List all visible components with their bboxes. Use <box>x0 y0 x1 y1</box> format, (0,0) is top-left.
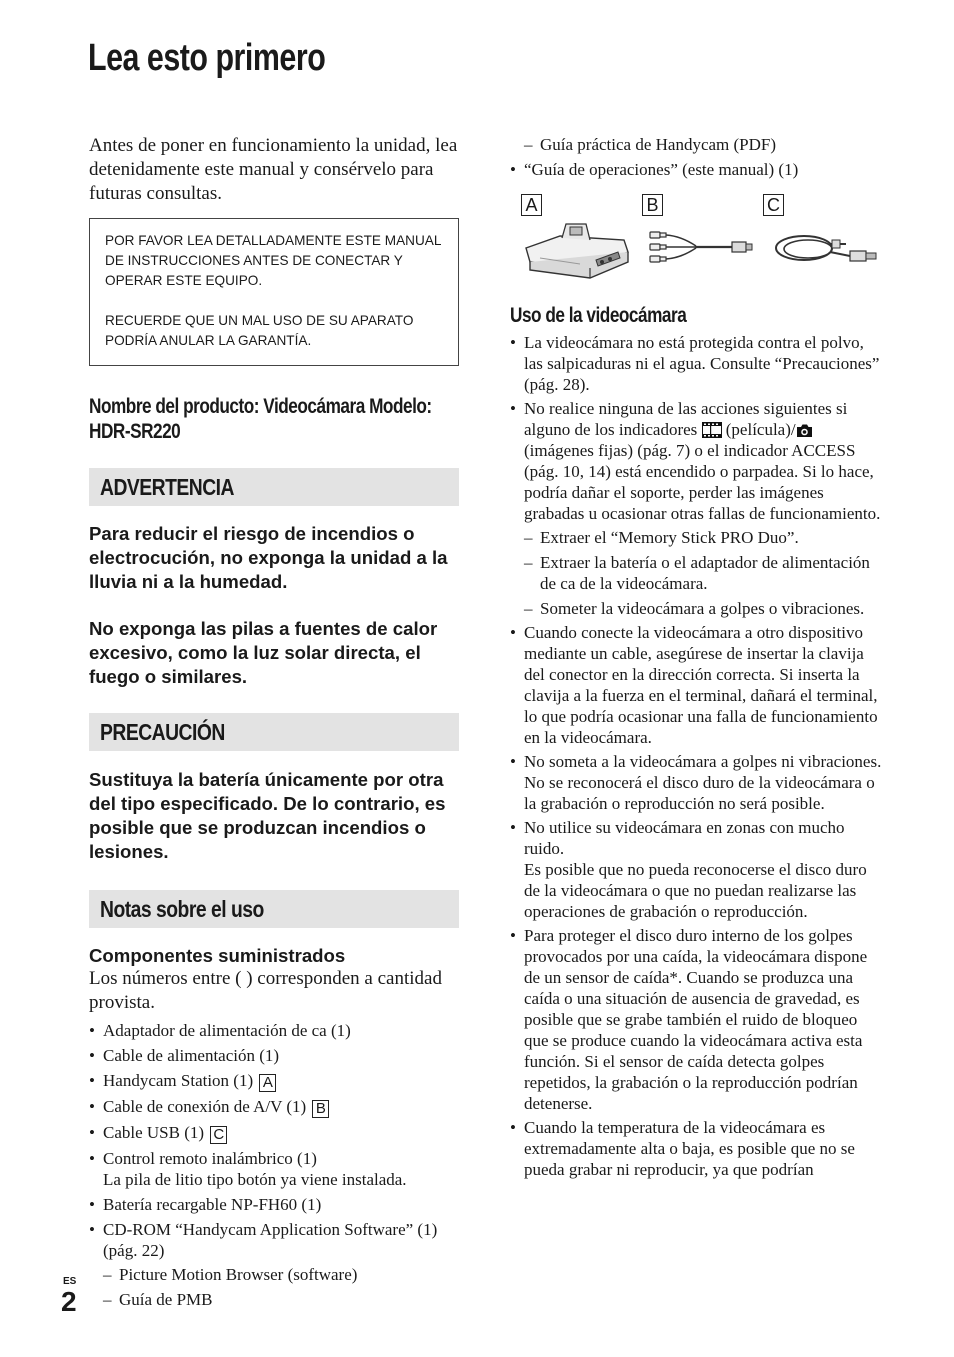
list-item: – Guía de PMB <box>103 1289 459 1310</box>
page-number: 2 <box>61 1286 77 1317</box>
warning-box-text-2: RECUERDE QUE UN MAL USO DE SU APARATO PODRÍA ANULAR LA GARANTÍA. <box>105 313 414 348</box>
b2-sublist <box>524 527 882 619</box>
list-item: • Cable de conexión de A/V (1) B <box>89 1096 459 1118</box>
list-item: • Cable de alimentación (1) <box>89 1045 459 1066</box>
uso-list <box>510 332 882 1180</box>
list-item: • Cuando conecte la videocámara a otro dispositivo mediante un cable, asegúrese de insertar la clavija del conector en la dirección correcta. Si inserta la clavija a la fuerza en el terminal, dañará el terminal, lo que podría ocasionar una falla de funcionamiento en la videocámara. <box>510 622 882 748</box>
page-title: Lea esto primero <box>88 37 326 79</box>
componentes-note: Los números entre ( ) corresponden a cantidad provista. <box>89 968 442 1013</box>
continued-list <box>510 159 882 180</box>
section-heading-advertencia: ADVERTENCIA <box>89 468 459 506</box>
letter-c-box: C <box>210 1126 227 1144</box>
section-heading-notas: Notas sobre el uso <box>89 890 459 928</box>
componentes-block <box>89 945 459 1310</box>
list-item: • CD-ROM “Handycam Application Software” (1) (pág. 22) – Picture Motion Browser (software) – Guía de PMB <box>89 1219 459 1310</box>
continued-sublist <box>524 134 882 155</box>
list-item: • No utilice su videocámara en zonas con mucho ruido. Es posible que no pueda reconocerse el disco duro de la videocámara o que no puedan realizarse las operaciones de grabación o reproducción. <box>510 817 882 922</box>
list-item: – Guía práctica de Handycam (PDF) <box>524 134 882 155</box>
componentes-heading: Componentes suministrados <box>89 945 346 966</box>
list-item: • “Guía de operaciones” (este manual) (1) <box>510 159 882 180</box>
figure-label-b: B <box>642 194 663 216</box>
product-name: Nombre del producto: Videocámara Modelo: HDR-SR220 <box>89 395 432 443</box>
advertencia-text-1: Para reducir el riesgo de incendios o electrocución, no exponga la unidad a la lluvia ni a la humedad. <box>89 523 448 592</box>
handycam-station-icon <box>520 218 632 284</box>
list-item: – Someter la videocámara a golpes o vibraciones. <box>524 598 882 619</box>
list-item: – Picture Motion Browser (software) <box>103 1264 459 1285</box>
right-column <box>510 134 882 1180</box>
accessories-figure <box>510 194 882 286</box>
figure-label-c: C <box>763 194 784 216</box>
list-item: • Cuando la temperatura de la videocámara es extremadamente alta o baja, es posible que no se pueda grabar ni reproducir, ya que podrían <box>510 1117 882 1180</box>
letter-b-box: B <box>312 1100 329 1118</box>
list-item: – Extraer la batería o el adaptador de alimentación de ca de la videocámara. <box>524 552 882 594</box>
list-item: • Batería recargable NP-FH60 (1) <box>89 1194 459 1215</box>
remote-note: La pila de litio tipo botón ya viene instalada. <box>103 1170 407 1189</box>
componentes-list <box>89 1020 459 1310</box>
list-item: • Adaptador de alimentación de ca (1) <box>89 1020 459 1041</box>
advertencia-text-2: No exponga las pilas a fuentes de calor excesivo, como la luz solar directa, el fuego o similares. <box>89 618 438 687</box>
list-item: • Cable USB (1) C <box>89 1122 459 1144</box>
list-item: – Extraer el “Memory Stick PRO Duo”. <box>524 527 882 548</box>
film-icon <box>702 422 722 438</box>
figure-label-a: A <box>521 194 542 216</box>
section-heading-precaucion: PRECAUCIÓN <box>89 713 459 751</box>
cd-sublist <box>103 1264 459 1310</box>
warning-box <box>89 218 459 366</box>
list-item: • No realice ninguna de las acciones siguientes si alguno de los indicadores (película)/ (imágenes fijas) (pág. 7) o el indicador ACCESS (pág. 10, 14) está encendido o parpadea. Si lo hace, podría dañar el soporte, perder las imágenes grabadas u ocasionar otras fallas de funcionamiento. – Extraer el “Memory Stick PRO Duo”. – Extraer la batería o el adaptador de alimentación de ca de la videocámara. – Someter la videocámara a golpes o vibraciones. <box>510 398 882 619</box>
intro-paragraph: Antes de poner en funcionamiento la unidad, lea detenidamente este manual y consérvelo para futuras consultas. <box>89 135 458 204</box>
list-item: • Para proteger el disco duro interno de los golpes provocados por una caída, la videocámara dispone de un sensor de caída*. Cuando se produzca una caída o una situación de ausencia de gravedad, es posible que se grabe también el ruido de bloqueo que se produce cuando la videocámara activa esta función. Si el sensor de caída detecta golpes repetidos, la grabación o la reproducción podrían detenerse. <box>510 925 882 1114</box>
list-item: • No someta a la videocámara a golpes ni vibraciones. No se reconocerá el disco duro de la videocámara o la grabación o reproducción no será posible. <box>510 751 882 814</box>
camera-icon <box>796 423 813 438</box>
list-item: • Handycam Station (1) A <box>89 1070 459 1092</box>
list-item: • Control remoto inalámbrico (1) La pila de litio tipo botón ya viene instalada. <box>89 1148 459 1190</box>
list-item: • La videocámara no está protegida contra el polvo, las salpicaduras ni el agua. Consulte “Precauciones” (pág. 28). <box>510 332 882 395</box>
language-code: ES <box>63 1276 77 1287</box>
precaucion-text: Sustituya la batería únicamente por otra del tipo especificado. De lo contrario, es posible que se produzcan incendios o lesiones. <box>89 769 446 862</box>
letter-a-box: A <box>259 1074 276 1092</box>
uso-heading: Uso de la videocámara <box>510 304 687 327</box>
usb-cable-icon <box>772 220 882 276</box>
av-cable-icon <box>646 224 756 274</box>
warning-box-text-1: POR FAVOR LEA DETALLADAMENTE ESTE MANUAL DE INSTRUCCIONES ANTES DE CONECTAR Y OPERAR ESTE EQUIPO. <box>105 233 441 288</box>
left-column <box>89 134 459 1310</box>
